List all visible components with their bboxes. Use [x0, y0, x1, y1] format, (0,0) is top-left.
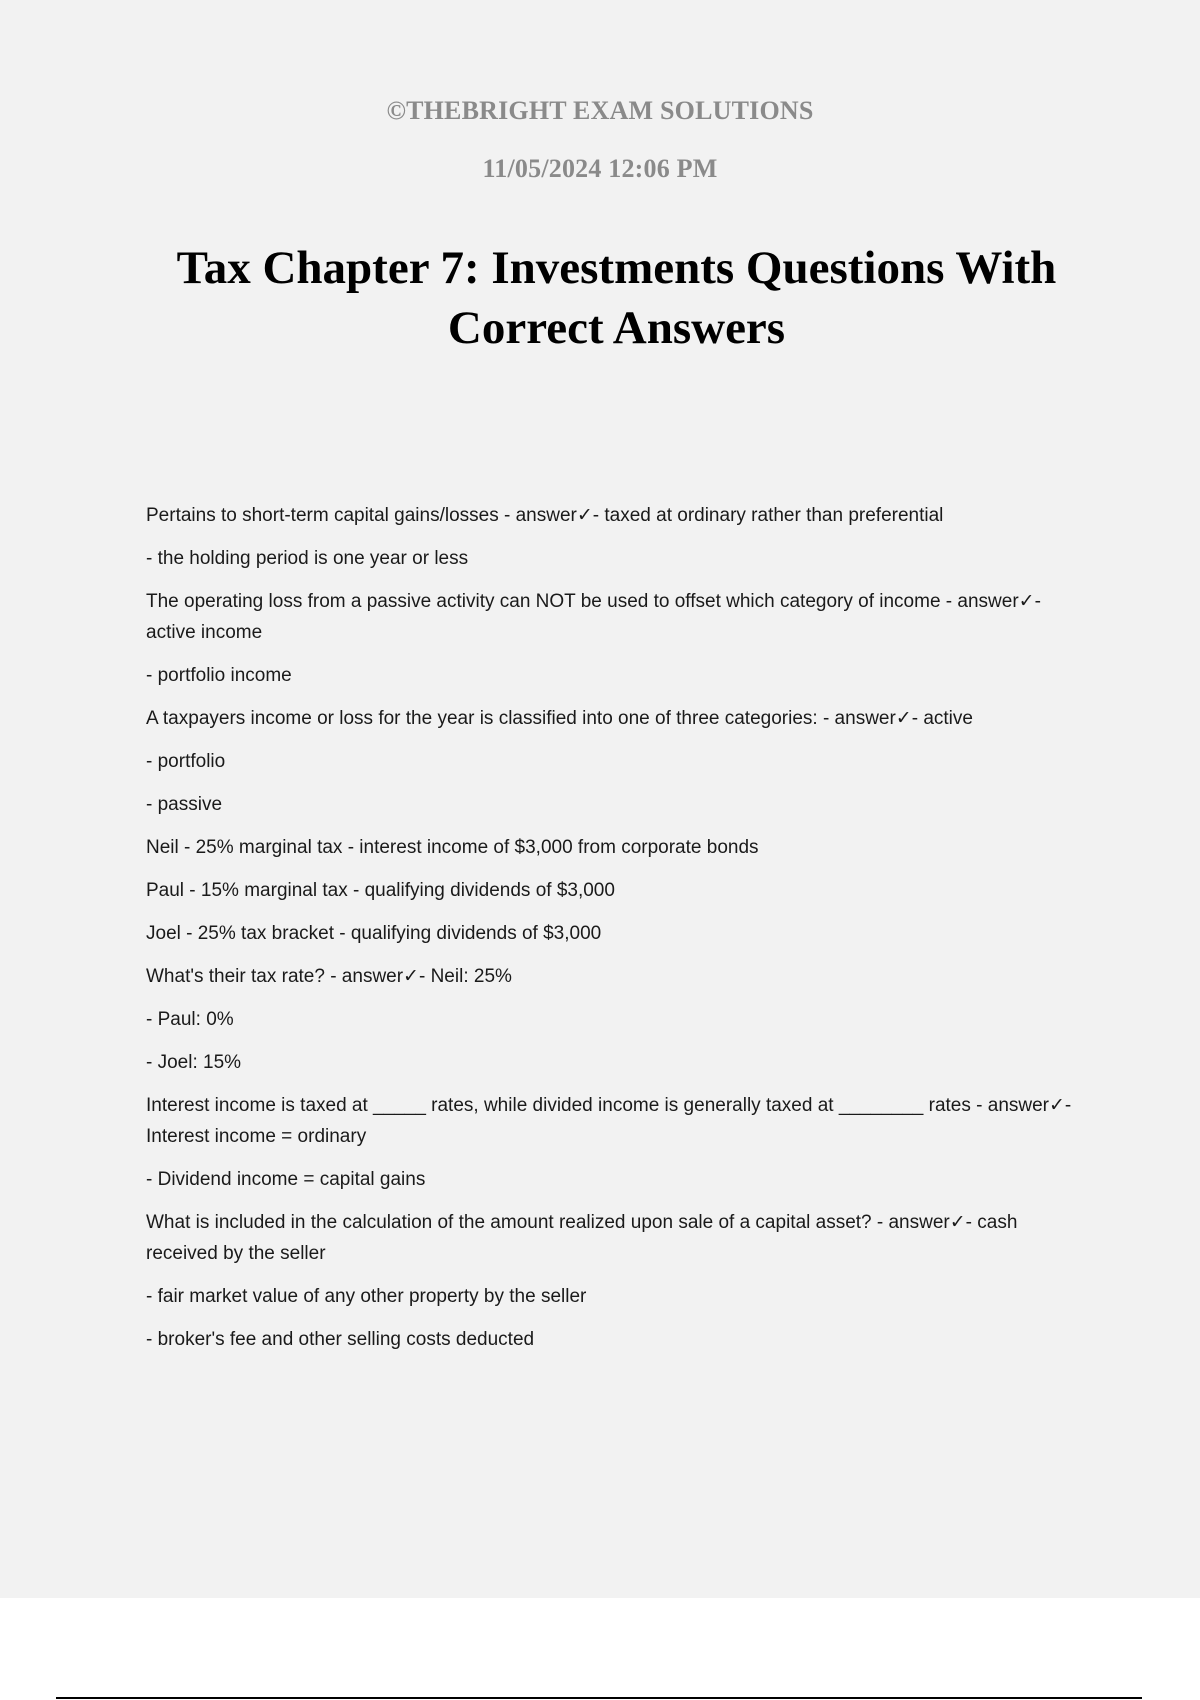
qa-paragraph: Interest income is taxed at _____ rates, while divided income is generally taxed at ________ rates - answer✓- Interest income = ordinary — [146, 1095, 1072, 1147]
qa-paragraph: - passive — [146, 794, 223, 815]
qa-paragraph: - Dividend income = capital gains — [146, 1169, 426, 1190]
qa-paragraph: - broker's fee and other selling costs deducted — [146, 1329, 535, 1350]
qa-paragraph: What's their tax rate? - answer✓- Neil: 25% — [146, 966, 512, 987]
qa-paragraph: The operating loss from a passive activity can NOT be used to offset which category of income - answer✓- active income — [146, 591, 1041, 643]
qa-paragraph: - portfolio income — [146, 665, 292, 686]
footer-divider — [56, 1697, 1142, 1699]
qa-paragraph: - Joel: 15% — [146, 1052, 242, 1073]
timestamp-header: 11/05/2024 12:06 PM — [482, 154, 718, 183]
qa-paragraph: - fair market value of any other property by the seller — [146, 1286, 587, 1307]
qa-paragraph: Neil - 25% marginal tax - interest income of $3,000 from corporate bonds — [146, 837, 759, 858]
document-title: Tax Chapter 7: Investments Questions With Correct Answers — [176, 242, 1057, 354]
qa-paragraph: - portfolio — [146, 751, 226, 772]
qa-paragraph: What is included in the calculation of the amount realized upon sale of a capital asset? - answer✓- cash received by the seller — [146, 1212, 1018, 1264]
qa-content — [146, 500, 1086, 1367]
qa-paragraph: Joel - 25% tax bracket - qualifying dividends of $3,000 — [146, 923, 602, 944]
qa-paragraph: Pertains to short-term capital gains/losses - answer✓- taxed at ordinary rather than preferential — [146, 505, 944, 526]
qa-paragraph: Paul - 15% marginal tax - qualifying dividends of $3,000 — [146, 880, 615, 901]
brand-header: ©THEBRIGHT EXAM SOLUTIONS — [386, 96, 814, 125]
qa-paragraph: A taxpayers income or loss for the year is classified into one of three categories: - answer✓- active — [146, 708, 973, 729]
qa-paragraph: - Paul: 0% — [146, 1009, 234, 1030]
qa-paragraph: - the holding period is one year or less — [146, 548, 469, 569]
